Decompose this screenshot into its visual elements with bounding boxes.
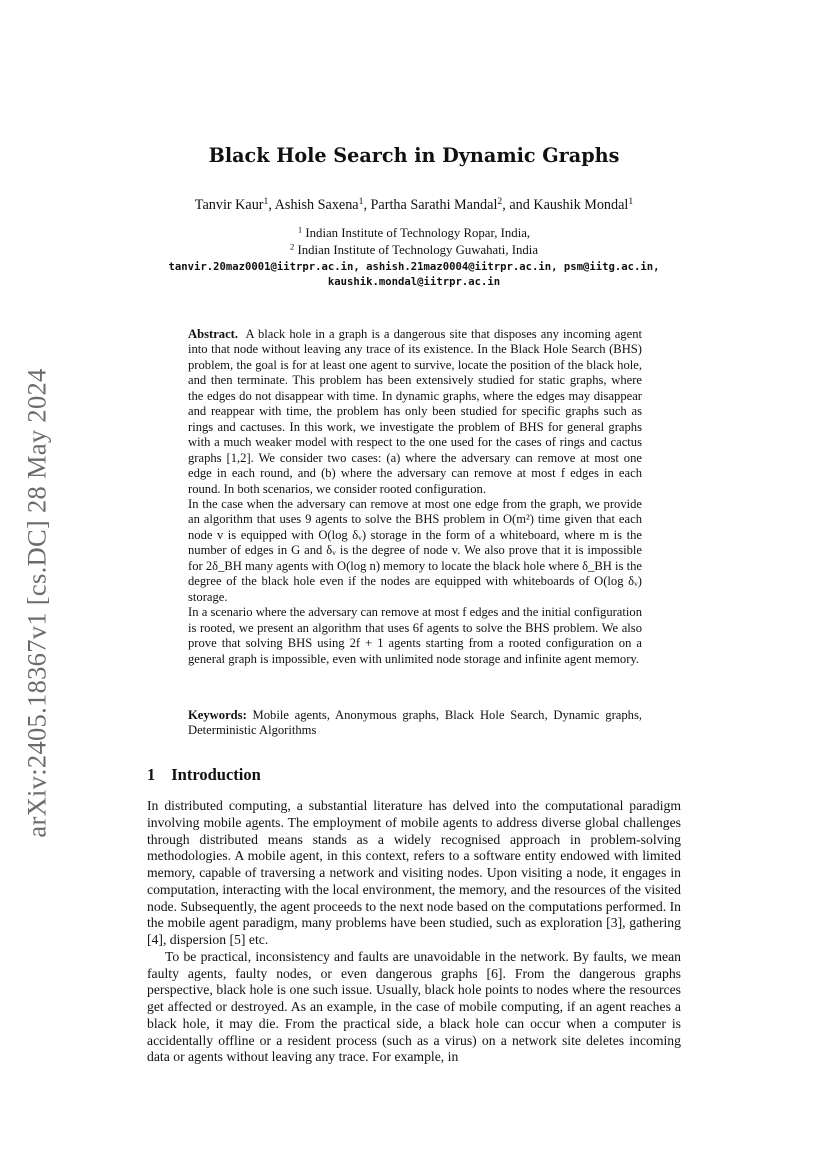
keywords-label: Keywords: xyxy=(188,708,247,722)
email-line-2: kaushik.mondal@iitrpr.ac.in xyxy=(327,276,501,288)
abstract-paragraph-3: In a scenario where the adversary can remove at most f edges and the initial configuration is rooted, we present an algorithm that uses 6f agents to solve the BHS problem. We also prove that solving BHS using 2f + 1 agents starting from a rooted configuration on a general graph is impossible, even with unlimited node storage and infinite agent memory. xyxy=(188,605,642,666)
email-line-1: tanvir.20maz0001@iitrpr.ac.in, ashish.21maz0004@iitrpr.ac.in, psm@iitg.ac.in, xyxy=(168,261,660,273)
affiliation-mark: 1 xyxy=(297,224,303,235)
abstract-text-1: A black hole in a graph is a dangerous site that disposes any incoming agent into that node without leaving any trace of its existence. In the Black Hole Search (BHS) problem, the goal is for at least one agent to survive, locate the position of the black hole, and then terminate. This problem has been extensively studied for static graphs, where the edges do not disappear with time. In dynamic graphs, where the edges may disappear and reappear with time, the problem has only been studied for specific graphs such as rings and cactuses. In this work, we investigate the problem of BHS for general graphs with a much weaker model with respect to the one used for the cases of rings and cactus graphs [1,2]. We consider two cases: (a) where the adversary can remove at most one edge in each round, and (b) where the adversary can remove at most f edges in each round. In both scenarios, we consider rooted configuration. xyxy=(188,327,642,496)
paper-title: Black Hole Search in Dynamic Graphs xyxy=(208,144,620,167)
affiliation-mark: 2 xyxy=(289,241,295,252)
abstract-paragraph-1 xyxy=(188,327,642,497)
author-name: Ashish Saxena xyxy=(274,197,359,213)
keywords xyxy=(188,708,642,739)
affiliation-text: Indian Institute of Technology Guwahati, India xyxy=(297,243,539,257)
author-name: Tanvir Kaur xyxy=(194,197,264,213)
author-affil-mark: 1 xyxy=(628,196,634,208)
author-affil-mark: 1 xyxy=(358,196,364,208)
abstract-label: Abstract. xyxy=(188,327,239,341)
keywords-text: Mobile agents, Anonymous graphs, Black Hole Search, Dynamic graphs, Deterministic Algorithms xyxy=(188,708,642,738)
author-list: Tanvir Kaur$^1$, Ashish Saxena$^1$, Partha Sarathi Mandal$^2$, and Kaushik Mondal$^1$ xyxy=(194,196,634,213)
affiliation-text: Indian Institute of Technology Ropar, India, xyxy=(305,226,531,240)
section-number: 1 xyxy=(147,765,156,784)
abstract xyxy=(188,327,642,667)
body-text xyxy=(147,798,681,1066)
section-title: Introduction xyxy=(171,765,261,784)
arxiv-stamp xyxy=(12,355,62,850)
author-affil-mark: 1 xyxy=(263,196,269,208)
abstract-paragraph-2: In the case when the adversary can remove at most one edge from the graph, we provide an algorithm that uses 9 agents to solve the BHS problem in O(m²) time given that each node v is equipped with O(log δᵥ) storage in the form of a whiteboard, where m is the number of edges in G and δᵥ is the degree of node v. We also prove that it is impossible for 2δ_BH many agents with O(log n) memory to locate the black hole where δ_BH is the degree of the black hole even if the nodes are equipped with whiteboards of O(log δᵥ) storage. xyxy=(188,496,642,604)
author-name: Kaushik Mondal xyxy=(533,197,629,213)
affiliation-2 xyxy=(0,243,828,258)
author-name: Partha Sarathi Mandal xyxy=(370,197,498,213)
body-paragraph-1: In distributed computing, a substantial literature has delved into the computational paradigm involving mobile agents. The employment of mobile agents to address diverse global challenges through distributed means stands as a widely recognised approach in problem-solving methodologies. A mobile agent, in this context, refers to a software entity endowed with limited memory, capable of traversing a network and visiting nodes. Upon visiting a node, it engages in computation, interacting with the local environment, the memory, and the resources of the visited node. Subsequently, the agent proceeds to the next node based on the computations performed. In the mobile agent paradigm, many problems have been studied, such as exploration [3], gathering [4], dispersion [5] etc. xyxy=(147,798,681,947)
author-affil-mark: 2 xyxy=(497,196,503,208)
body-paragraph-2: To be practical, inconsistency and faults are unavoidable in the network. By faults, we mean faulty agents, faulty nodes, or even dangerous graphs [6]. From the dangerous graphs perspective, black hole is one such issue. Usually, black hole points to nodes where the resources get affected or destroyed. As an example, in the case of mobile computing, if an agent reaches a black hole, it may die. From the practical side, a black hole can occur when a computer is accidentally offline or a resident process (such as a virus) on a network site deletes incoming data or agents without leaving any trace. For example, in xyxy=(147,948,681,1065)
affiliation-1 xyxy=(0,226,828,241)
section-heading xyxy=(147,765,261,785)
arxiv-stamp-text: arXiv:2405.18367v1 [cs.DC] 28 May 2024 xyxy=(21,367,52,838)
